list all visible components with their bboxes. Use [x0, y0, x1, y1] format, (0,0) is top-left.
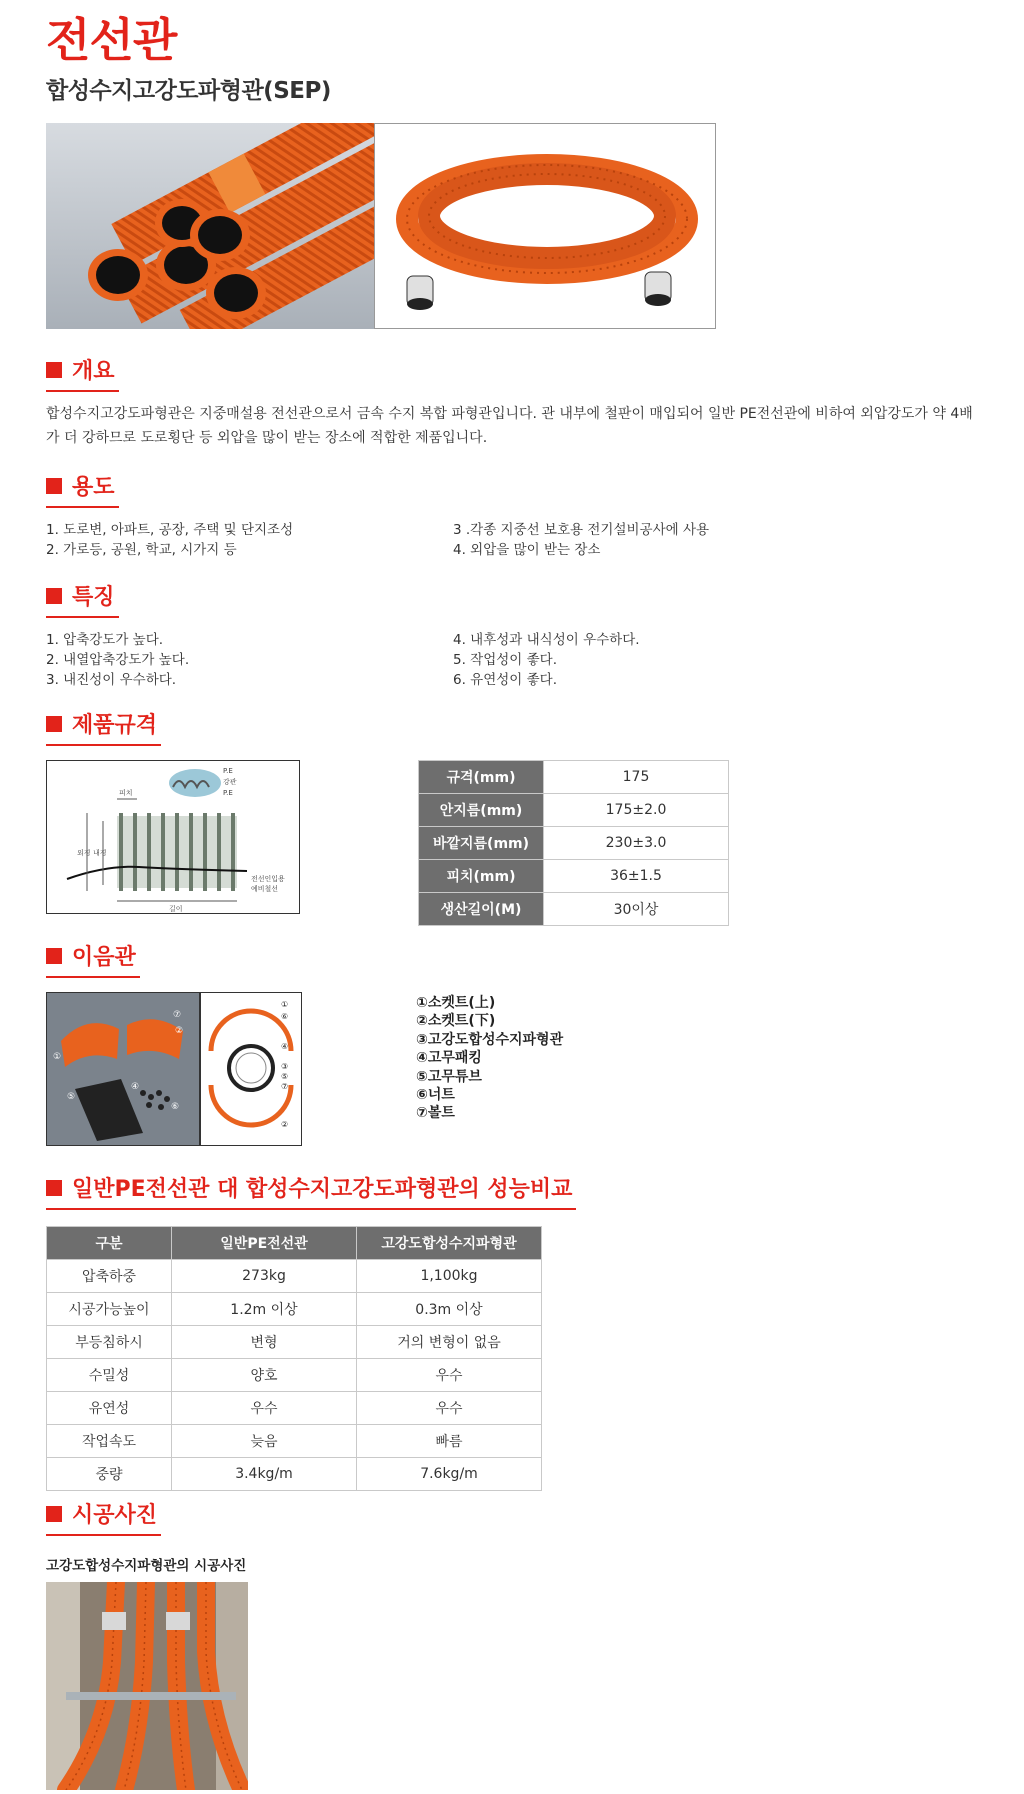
spec-value: 230±3.0 [544, 827, 729, 860]
joint-legend-item: ④고무패킹 [416, 1050, 482, 1067]
heading-square-icon [46, 588, 62, 604]
spec-label: 바깥지름(mm) [419, 827, 544, 860]
compare-row [47, 1260, 542, 1293]
section-heading-joint [46, 940, 140, 978]
spec-table [418, 760, 729, 926]
compare-cell: 0.3m 이상 [357, 1293, 542, 1326]
diagram-label: 전선인입용 [251, 875, 285, 883]
diagram-label: P.E [223, 767, 233, 775]
joint-photo [46, 992, 200, 1146]
compare-cell: 우수 [172, 1392, 357, 1425]
spec-label: 안지름(mm) [419, 794, 544, 827]
spec-diagram [46, 760, 300, 914]
joint-photo-mark: ① [53, 1052, 62, 1062]
product-photo-coil [374, 123, 716, 329]
usage-item: 3 .각종 지중선 보호용 전기설비공사에 사용 [453, 522, 710, 538]
feature-item: 3. 내진성이 우수하다. [46, 672, 177, 688]
spec-row [419, 893, 729, 926]
diagram-label: 길이 [169, 905, 183, 913]
section-heading-compare [46, 1172, 576, 1210]
diagram-label: 강관 [223, 778, 237, 786]
section-heading-photo [46, 1498, 161, 1536]
compare-cell: 늦음 [172, 1425, 357, 1458]
section-heading-features [46, 580, 119, 618]
joint-legend-item: ②소켓트(下) [416, 1013, 496, 1030]
joint-diagram-mark: ⑥ [281, 1012, 289, 1021]
overview-line: 합성수지고강도파형관은 지중매설용 전선관으로서 금속 수지 복합 파형관입니다. 관 내부에 철판이 매입되어 일반 PE전선관에 비하여 외압강도가 약 4배 [46, 406, 973, 422]
joint-legend-item: ③고강도합성수지파형관 [416, 1031, 564, 1048]
heading-square-icon [46, 362, 62, 378]
spec-label: 피치(mm) [419, 860, 544, 893]
compare-cell: 중량 [47, 1458, 172, 1491]
joint-legend-item: ⑤고무튜브 [416, 1068, 482, 1085]
joint-diagram-mark: ⑦ [281, 1082, 289, 1091]
heading-square-icon [46, 1180, 62, 1196]
joint-photo-mark: ⑦ [173, 1010, 182, 1020]
joint-diagram-mark: ③ [281, 1062, 289, 1071]
compare-cell: 우수 [357, 1359, 542, 1392]
compare-cell: 거의 변형이 없음 [357, 1326, 542, 1359]
compare-cell: 수밀성 [47, 1359, 172, 1392]
spec-label: 규격(mm) [419, 761, 544, 794]
heading-square-icon [46, 716, 62, 732]
product-photo-pipes [46, 123, 374, 329]
compare-row [47, 1392, 542, 1425]
spec-value: 175 [544, 761, 729, 794]
compare-row [47, 1458, 542, 1491]
joint-legend-item: ⑦볼트 [416, 1105, 455, 1122]
diagram-label: 내경 [93, 849, 107, 857]
feature-item: 4. 내후성과 내식성이 우수하다. [453, 632, 640, 648]
diagram-label: P.E [223, 789, 233, 797]
compare-header-cell: 고강도합성수지파형관 [357, 1227, 542, 1260]
joint-diagram-mark: ④ [281, 1042, 289, 1051]
compare-cell: 1.2m 이상 [172, 1293, 357, 1326]
heading-square-icon [46, 478, 62, 494]
joint-diagram-mark: ② [281, 1120, 289, 1129]
compare-header-cell: 일반PE전선관 [172, 1227, 357, 1260]
spec-row [419, 860, 729, 893]
section-heading-label: 제품규격 [72, 713, 158, 738]
compare-cell: 유연성 [47, 1392, 172, 1425]
joint-diagram [200, 992, 302, 1146]
spec-row [419, 827, 729, 860]
spec-label: 생산길이(M) [419, 893, 544, 926]
joint-legend-item: ⑥너트 [416, 1087, 455, 1104]
section-heading-label: 개요 [72, 359, 115, 384]
feature-item: 2. 내열압축강도가 높다. [46, 652, 190, 668]
compare-cell: 273kg [172, 1260, 357, 1293]
compare-cell: 7.6kg/m [357, 1458, 542, 1491]
heading-square-icon [46, 948, 62, 964]
usage-item: 1. 도로변, 아파트, 공장, 주택 및 단지조성 [46, 522, 294, 538]
compare-cell: 부등침하시 [47, 1326, 172, 1359]
compare-row [47, 1326, 542, 1359]
spec-value: 30이상 [544, 893, 729, 926]
overview-line: 가 더 강하므로 도로횡단 등 외압을 많이 받는 장소에 적합한 제품입니다. [46, 430, 488, 446]
diagram-label: 예비철선 [251, 885, 279, 893]
compare-cell: 3.4kg/m [172, 1458, 357, 1491]
section-heading-spec [46, 708, 161, 746]
section-heading-usage [46, 470, 119, 508]
compare-cell: 시공가능높이 [47, 1293, 172, 1326]
compare-row [47, 1359, 542, 1392]
spec-row [419, 761, 729, 794]
section-heading-label: 시공사진 [72, 1503, 158, 1528]
compare-cell: 작업속도 [47, 1425, 172, 1458]
heading-square-icon [46, 1506, 62, 1522]
feature-item: 1. 압축강도가 높다. [46, 632, 164, 648]
section-heading-label: 용도 [72, 475, 115, 500]
usage-item: 4. 외압을 많이 받는 장소 [453, 542, 601, 558]
compare-cell: 1,100kg [357, 1260, 542, 1293]
joint-photo-mark: ② [175, 1026, 184, 1036]
joint-photo-mark: ⑤ [67, 1092, 76, 1102]
compare-row [47, 1425, 542, 1458]
photo-caption: 고강도합성수지파형관의 시공사진 [46, 1558, 247, 1574]
spec-value: 175±2.0 [544, 794, 729, 827]
joint-photo-mark: ⑥ [171, 1102, 180, 1112]
joint-legend-item: ①소켓트(上) [416, 995, 496, 1011]
diagram-label: 피치 [119, 789, 133, 797]
page-title: 전선관 [46, 13, 177, 67]
compare-header-cell: 구분 [47, 1227, 172, 1260]
section-heading-label: 일반PE전선관 대 합성수지고강도파형관의 성능비교 [72, 1177, 573, 1202]
overview-text [46, 402, 986, 450]
section-heading-label: 특징 [72, 585, 115, 610]
joint-diagram-mark: ⑤ [281, 1072, 289, 1081]
compare-table [46, 1226, 542, 1491]
page-subtitle: 합성수지고강도파형관(SEP) [46, 78, 331, 104]
compare-cell: 빠름 [357, 1425, 542, 1458]
spec-row [419, 794, 729, 827]
feature-item: 6. 유연성이 좋다. [453, 672, 557, 688]
compare-cell: 양호 [172, 1359, 357, 1392]
construction-photo [46, 1582, 248, 1790]
joint-legend [416, 994, 563, 1123]
compare-cell: 압축하중 [47, 1260, 172, 1293]
section-heading-overview [46, 354, 119, 392]
compare-row [47, 1293, 542, 1326]
feature-item: 5. 작업성이 좋다. [453, 652, 557, 668]
spec-value: 36±1.5 [544, 860, 729, 893]
joint-photo-mark: ④ [131, 1082, 140, 1092]
corrugated-pipe-drawing [117, 813, 237, 891]
usage-item: 2. 가로등, 공원, 학교, 시가지 등 [46, 542, 237, 558]
compare-cell: 우수 [357, 1392, 542, 1425]
compare-cell: 변형 [172, 1326, 357, 1359]
section-heading-label: 이음관 [72, 945, 136, 970]
diagram-label: 외경 [77, 849, 91, 857]
joint-diagram-mark: ① [281, 1000, 289, 1009]
